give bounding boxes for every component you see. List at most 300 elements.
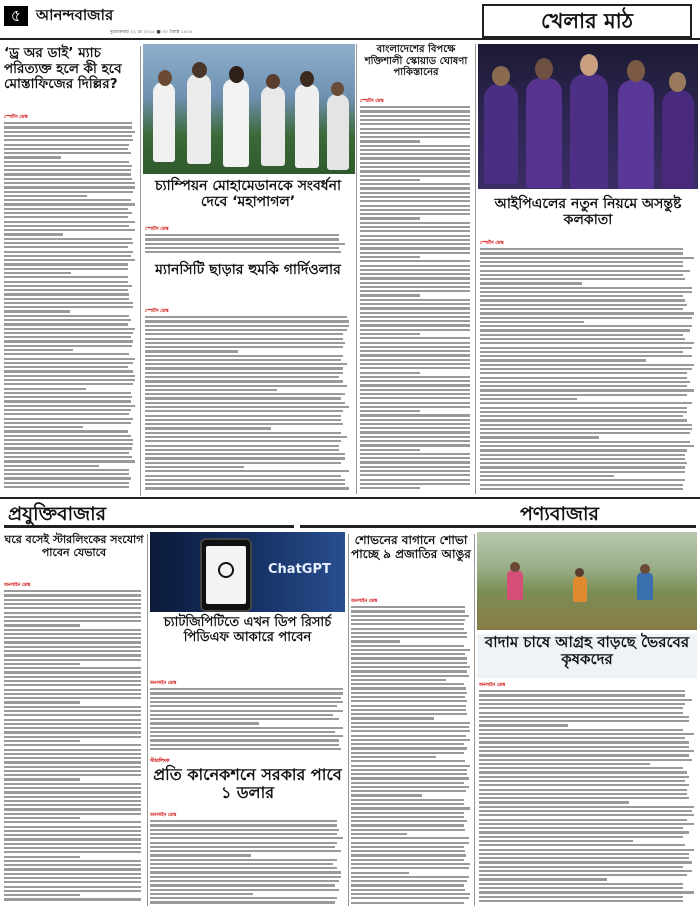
text-line (360, 487, 420, 489)
text-line (360, 136, 470, 138)
text-line (480, 287, 692, 289)
text-line (360, 376, 470, 378)
text-line (479, 887, 683, 889)
text-line (4, 469, 129, 471)
text-line (150, 897, 337, 899)
text-line (150, 727, 343, 729)
text-line (360, 449, 420, 451)
text-line (360, 153, 470, 155)
text-line (480, 454, 685, 456)
text-line (145, 457, 345, 459)
text-line (479, 806, 694, 808)
text-line (4, 813, 141, 815)
text-line (4, 654, 141, 656)
text-line (4, 191, 133, 193)
text-line (145, 479, 345, 481)
text-line (480, 312, 694, 314)
text-line (360, 213, 470, 215)
text-line (4, 770, 141, 772)
text-line (360, 380, 470, 382)
text-line (4, 851, 141, 853)
text-line (360, 256, 420, 258)
text-line (4, 663, 80, 665)
text-line (4, 881, 141, 883)
logo: আনন্দবাজার (36, 6, 114, 24)
column-divider (475, 44, 476, 494)
text-line (480, 252, 683, 254)
text-line (360, 406, 470, 408)
text-line (4, 731, 141, 733)
text-line (150, 824, 337, 826)
text-line (4, 229, 135, 231)
text-line (351, 812, 464, 814)
text-line (351, 803, 464, 805)
text-line (360, 269, 470, 271)
text-line (351, 889, 465, 891)
text-line (360, 106, 470, 108)
headline-ipl: আইপিএলের নতুন নিয়মে অসন্তুষ্ট কলকাতা (494, 196, 682, 229)
text-line (4, 332, 133, 334)
text-line (360, 440, 470, 442)
text-line (479, 853, 689, 855)
text-line (4, 766, 141, 768)
text-line (150, 714, 333, 716)
text-line (4, 671, 141, 673)
text-line (479, 896, 683, 898)
text-line (145, 316, 347, 318)
text-line (360, 431, 470, 433)
text-line (360, 427, 470, 429)
text-line (360, 162, 470, 164)
text-line (145, 475, 341, 477)
text-line (480, 488, 683, 490)
text-line (4, 838, 141, 840)
text-line (480, 270, 690, 272)
text-line (351, 846, 464, 848)
text-line (479, 733, 694, 735)
text-line (479, 831, 689, 833)
text-line (360, 230, 470, 232)
text-line (4, 749, 141, 751)
kicker-starlink2: স্টারলিংক (150, 758, 170, 764)
text-line (351, 735, 466, 737)
byline-city: স্পোর্টস ডেস্ক (145, 309, 169, 314)
text-line (351, 799, 464, 801)
text-line (4, 603, 141, 605)
text-line (480, 372, 687, 374)
body-almond (479, 688, 696, 906)
page-number: ৫ (10, 6, 22, 25)
text-line (145, 376, 339, 378)
text-line (4, 447, 132, 449)
text-line (351, 657, 467, 659)
text-line (360, 282, 470, 284)
text-line (480, 462, 687, 464)
text-line (150, 692, 343, 694)
text-line (479, 836, 683, 838)
text-line (360, 166, 470, 168)
text-line (351, 632, 467, 634)
text-line (4, 482, 129, 484)
text-line (4, 268, 128, 270)
text-line (360, 329, 470, 331)
text-line (4, 856, 80, 858)
text-line (4, 877, 141, 879)
text-line (360, 312, 470, 314)
text-line (4, 460, 135, 462)
text-line (360, 110, 470, 112)
text-line (4, 161, 129, 163)
text-line (360, 239, 470, 241)
text-line (150, 748, 341, 750)
text-line (150, 688, 343, 690)
text-line (351, 893, 470, 895)
text-line (145, 247, 339, 249)
text-line (4, 216, 128, 218)
text-line (150, 718, 339, 720)
text-line (360, 359, 470, 361)
text-line (351, 854, 466, 856)
text-line (145, 389, 277, 391)
text-line (479, 737, 685, 739)
text-line (479, 694, 685, 696)
text-line (480, 479, 685, 481)
text-line (360, 384, 470, 386)
text-line (480, 484, 683, 486)
text-line (479, 827, 683, 829)
text-line (4, 122, 132, 124)
text-line (4, 783, 141, 785)
text-line (351, 765, 470, 767)
text-line (145, 385, 347, 387)
text-line (480, 445, 694, 447)
text-line (480, 428, 692, 430)
text-line (351, 782, 464, 784)
text-line (360, 243, 470, 245)
text-line (4, 430, 128, 432)
text-line (4, 676, 141, 678)
text-line (145, 410, 343, 412)
text-line (480, 274, 683, 276)
text-line (4, 345, 132, 347)
byline-chatgpt: অনলাইন ডেস্ক (150, 681, 177, 686)
text-line (351, 645, 464, 647)
text-line (360, 157, 470, 159)
text-line (4, 276, 128, 278)
text-line (4, 736, 141, 738)
text-line (351, 739, 470, 741)
text-line (4, 616, 141, 618)
headline-almond: বাদাম চাষে আগ্রহ বাড়ছে ভৈরবের কৃষকদের (477, 634, 697, 678)
text-line (480, 338, 685, 340)
section-rule-top (0, 497, 700, 499)
text-line (480, 325, 692, 327)
text-line (4, 379, 135, 381)
text-line (145, 325, 349, 327)
text-line (479, 690, 685, 692)
chatgpt-label: ChatGPT (268, 562, 331, 577)
text-line (145, 346, 343, 348)
text-line (351, 790, 466, 792)
text-line (479, 866, 683, 868)
text-line (351, 713, 467, 715)
text-line (360, 307, 470, 309)
body-pakistan (360, 104, 472, 494)
text-line (4, 864, 141, 866)
text-line (4, 590, 141, 592)
kkr-players-photo (478, 44, 698, 189)
text-line (351, 824, 464, 826)
text-line (360, 350, 470, 352)
text-line (145, 350, 238, 352)
text-line (360, 273, 470, 275)
text-line (4, 289, 128, 291)
text-line (4, 353, 129, 355)
text-line (479, 699, 692, 701)
text-line (360, 389, 470, 391)
text-line (360, 286, 470, 288)
text-line (480, 342, 694, 344)
headline-starlink: ঘরে বসেই স্টারলিংকের সংযোগ পাবেন যেভাবে (4, 533, 144, 559)
text-line (4, 684, 141, 686)
text-line (4, 710, 141, 712)
text-line (4, 706, 141, 708)
text-line (351, 679, 446, 681)
text-line (360, 402, 470, 404)
text-line (480, 385, 687, 387)
text-line (145, 363, 347, 365)
text-line (480, 441, 690, 443)
text-line (4, 418, 133, 420)
text-line (480, 436, 599, 438)
text-line (351, 897, 469, 899)
text-line (4, 761, 141, 763)
text-line (360, 179, 420, 181)
body-city (145, 314, 351, 494)
text-line (145, 359, 341, 361)
text-line (4, 285, 132, 287)
text-line (480, 411, 687, 413)
text-line (360, 260, 470, 262)
text-line (360, 170, 470, 172)
text-line (4, 302, 133, 304)
text-line (150, 829, 339, 831)
text-line (351, 777, 469, 779)
text-line (351, 747, 467, 749)
text-line (351, 705, 466, 707)
text-line (351, 794, 422, 796)
text-line (4, 319, 131, 321)
text-line (4, 126, 132, 128)
text-line (4, 208, 128, 210)
text-line (145, 342, 345, 344)
text-line (479, 707, 683, 709)
text-line (480, 471, 685, 473)
text-line (479, 870, 692, 872)
text-line (4, 817, 80, 819)
text-line (4, 714, 141, 716)
text-line (360, 457, 470, 459)
text-line (4, 486, 129, 488)
text-line (4, 637, 141, 639)
column-divider (356, 44, 357, 494)
section-title-market-text: পণ্যবাজার (520, 503, 599, 525)
text-line (4, 139, 133, 141)
text-line (4, 152, 131, 154)
text-line (351, 816, 464, 818)
text-line (4, 847, 141, 849)
text-line (351, 880, 467, 882)
text-line (4, 358, 135, 360)
text-line (351, 615, 469, 617)
text-line (360, 200, 470, 202)
text-line (360, 123, 470, 125)
text-line (4, 186, 135, 188)
text-line (479, 759, 692, 761)
text-line (360, 453, 470, 455)
byline-delhi: স্পোর্টস ডেস্ক (4, 115, 28, 120)
text-line (4, 225, 129, 227)
text-line (4, 306, 133, 308)
text-line (150, 854, 251, 856)
text-line (4, 599, 141, 601)
text-line (360, 205, 470, 207)
text-line (360, 419, 470, 421)
text-line (150, 744, 339, 746)
text-line (145, 355, 343, 357)
text-line (480, 351, 683, 353)
text-line (360, 337, 470, 339)
text-line (360, 128, 470, 130)
text-line (351, 692, 467, 694)
column-divider (348, 534, 349, 906)
text-line (480, 257, 694, 259)
text-line (150, 863, 333, 865)
text-line (360, 175, 470, 177)
text-line (480, 377, 687, 379)
text-line (4, 594, 141, 596)
text-line (145, 234, 339, 236)
text-line (150, 731, 335, 733)
text-line (480, 368, 692, 370)
text-line (4, 238, 132, 240)
text-line (360, 466, 470, 468)
text-line (360, 342, 470, 344)
text-line (360, 183, 470, 185)
text-line (145, 251, 341, 253)
text-line (351, 872, 409, 874)
text-line (4, 778, 80, 780)
text-line (479, 844, 685, 846)
text-line (479, 801, 629, 803)
text-line (351, 636, 467, 638)
text-line (479, 819, 687, 821)
text-line (479, 849, 694, 851)
text-line (479, 797, 689, 799)
text-line (145, 432, 341, 434)
text-line (351, 610, 465, 612)
text-line (351, 760, 465, 762)
text-line (150, 889, 339, 891)
text-line (479, 729, 683, 731)
text-line (4, 612, 141, 614)
text-line (150, 705, 337, 707)
text-line (145, 372, 343, 374)
text-line (480, 449, 687, 451)
text-line (4, 753, 141, 755)
text-line (480, 402, 692, 404)
text-line (4, 646, 141, 648)
headline-grapes: শোভনের বাগানে শোভা পাচ্ছে ৯ প্রজাতির আঙুর (351, 533, 471, 561)
text-line (4, 473, 129, 475)
byline-pakistan: স্পোর্টস ডেস্ক (360, 99, 384, 104)
text-line (360, 299, 470, 301)
masthead (0, 0, 700, 42)
text-line (351, 666, 470, 668)
text-line (4, 362, 133, 364)
text-line (360, 393, 470, 395)
text-line (4, 689, 141, 691)
text-line (351, 842, 469, 844)
text-line (145, 243, 345, 245)
column-divider (147, 534, 148, 906)
text-line (360, 333, 420, 335)
text-line (480, 359, 646, 361)
text-line (4, 808, 141, 810)
text-line (351, 756, 436, 758)
text-line (351, 769, 467, 771)
almond-field-photo (477, 532, 697, 630)
text-line (4, 886, 141, 888)
text-line (145, 445, 339, 447)
text-line (480, 317, 692, 319)
text-line (480, 282, 582, 284)
text-line (351, 653, 465, 655)
text-line (4, 456, 132, 458)
body-delhi (4, 120, 136, 492)
text-line (150, 735, 343, 737)
text-line (4, 148, 128, 150)
text-line (479, 712, 683, 714)
text-line (150, 859, 337, 861)
text-line (4, 310, 70, 312)
text-line (4, 336, 131, 338)
text-line (4, 165, 132, 167)
text-line (480, 308, 683, 310)
text-line (351, 662, 467, 664)
text-line (479, 857, 689, 859)
text-line (4, 629, 141, 631)
text-line (4, 409, 131, 411)
text-line (360, 247, 470, 249)
text-line (480, 347, 692, 349)
text-line (145, 453, 345, 455)
body-chatgpt (150, 686, 345, 754)
text-line (4, 328, 135, 330)
text-line (479, 771, 687, 773)
text-line (360, 436, 470, 438)
text-line (360, 320, 470, 322)
text-line (479, 716, 689, 718)
text-line (479, 861, 692, 863)
text-line (4, 826, 141, 828)
headline-mohammedan: চ্যাম্পিয়ন মোহামেডানকে সংবর্ধনা দেবে ‘মহাপাগল’ (154, 178, 342, 211)
text-line (479, 883, 683, 885)
date-line: দুরশুক্রবার ২২ মে ২০২৫ ■ ৩০ জ্যৈষ্ঠ ১৪৩২ (110, 30, 193, 35)
text-line (145, 449, 339, 451)
text-line (360, 145, 470, 147)
text-line (4, 800, 141, 802)
